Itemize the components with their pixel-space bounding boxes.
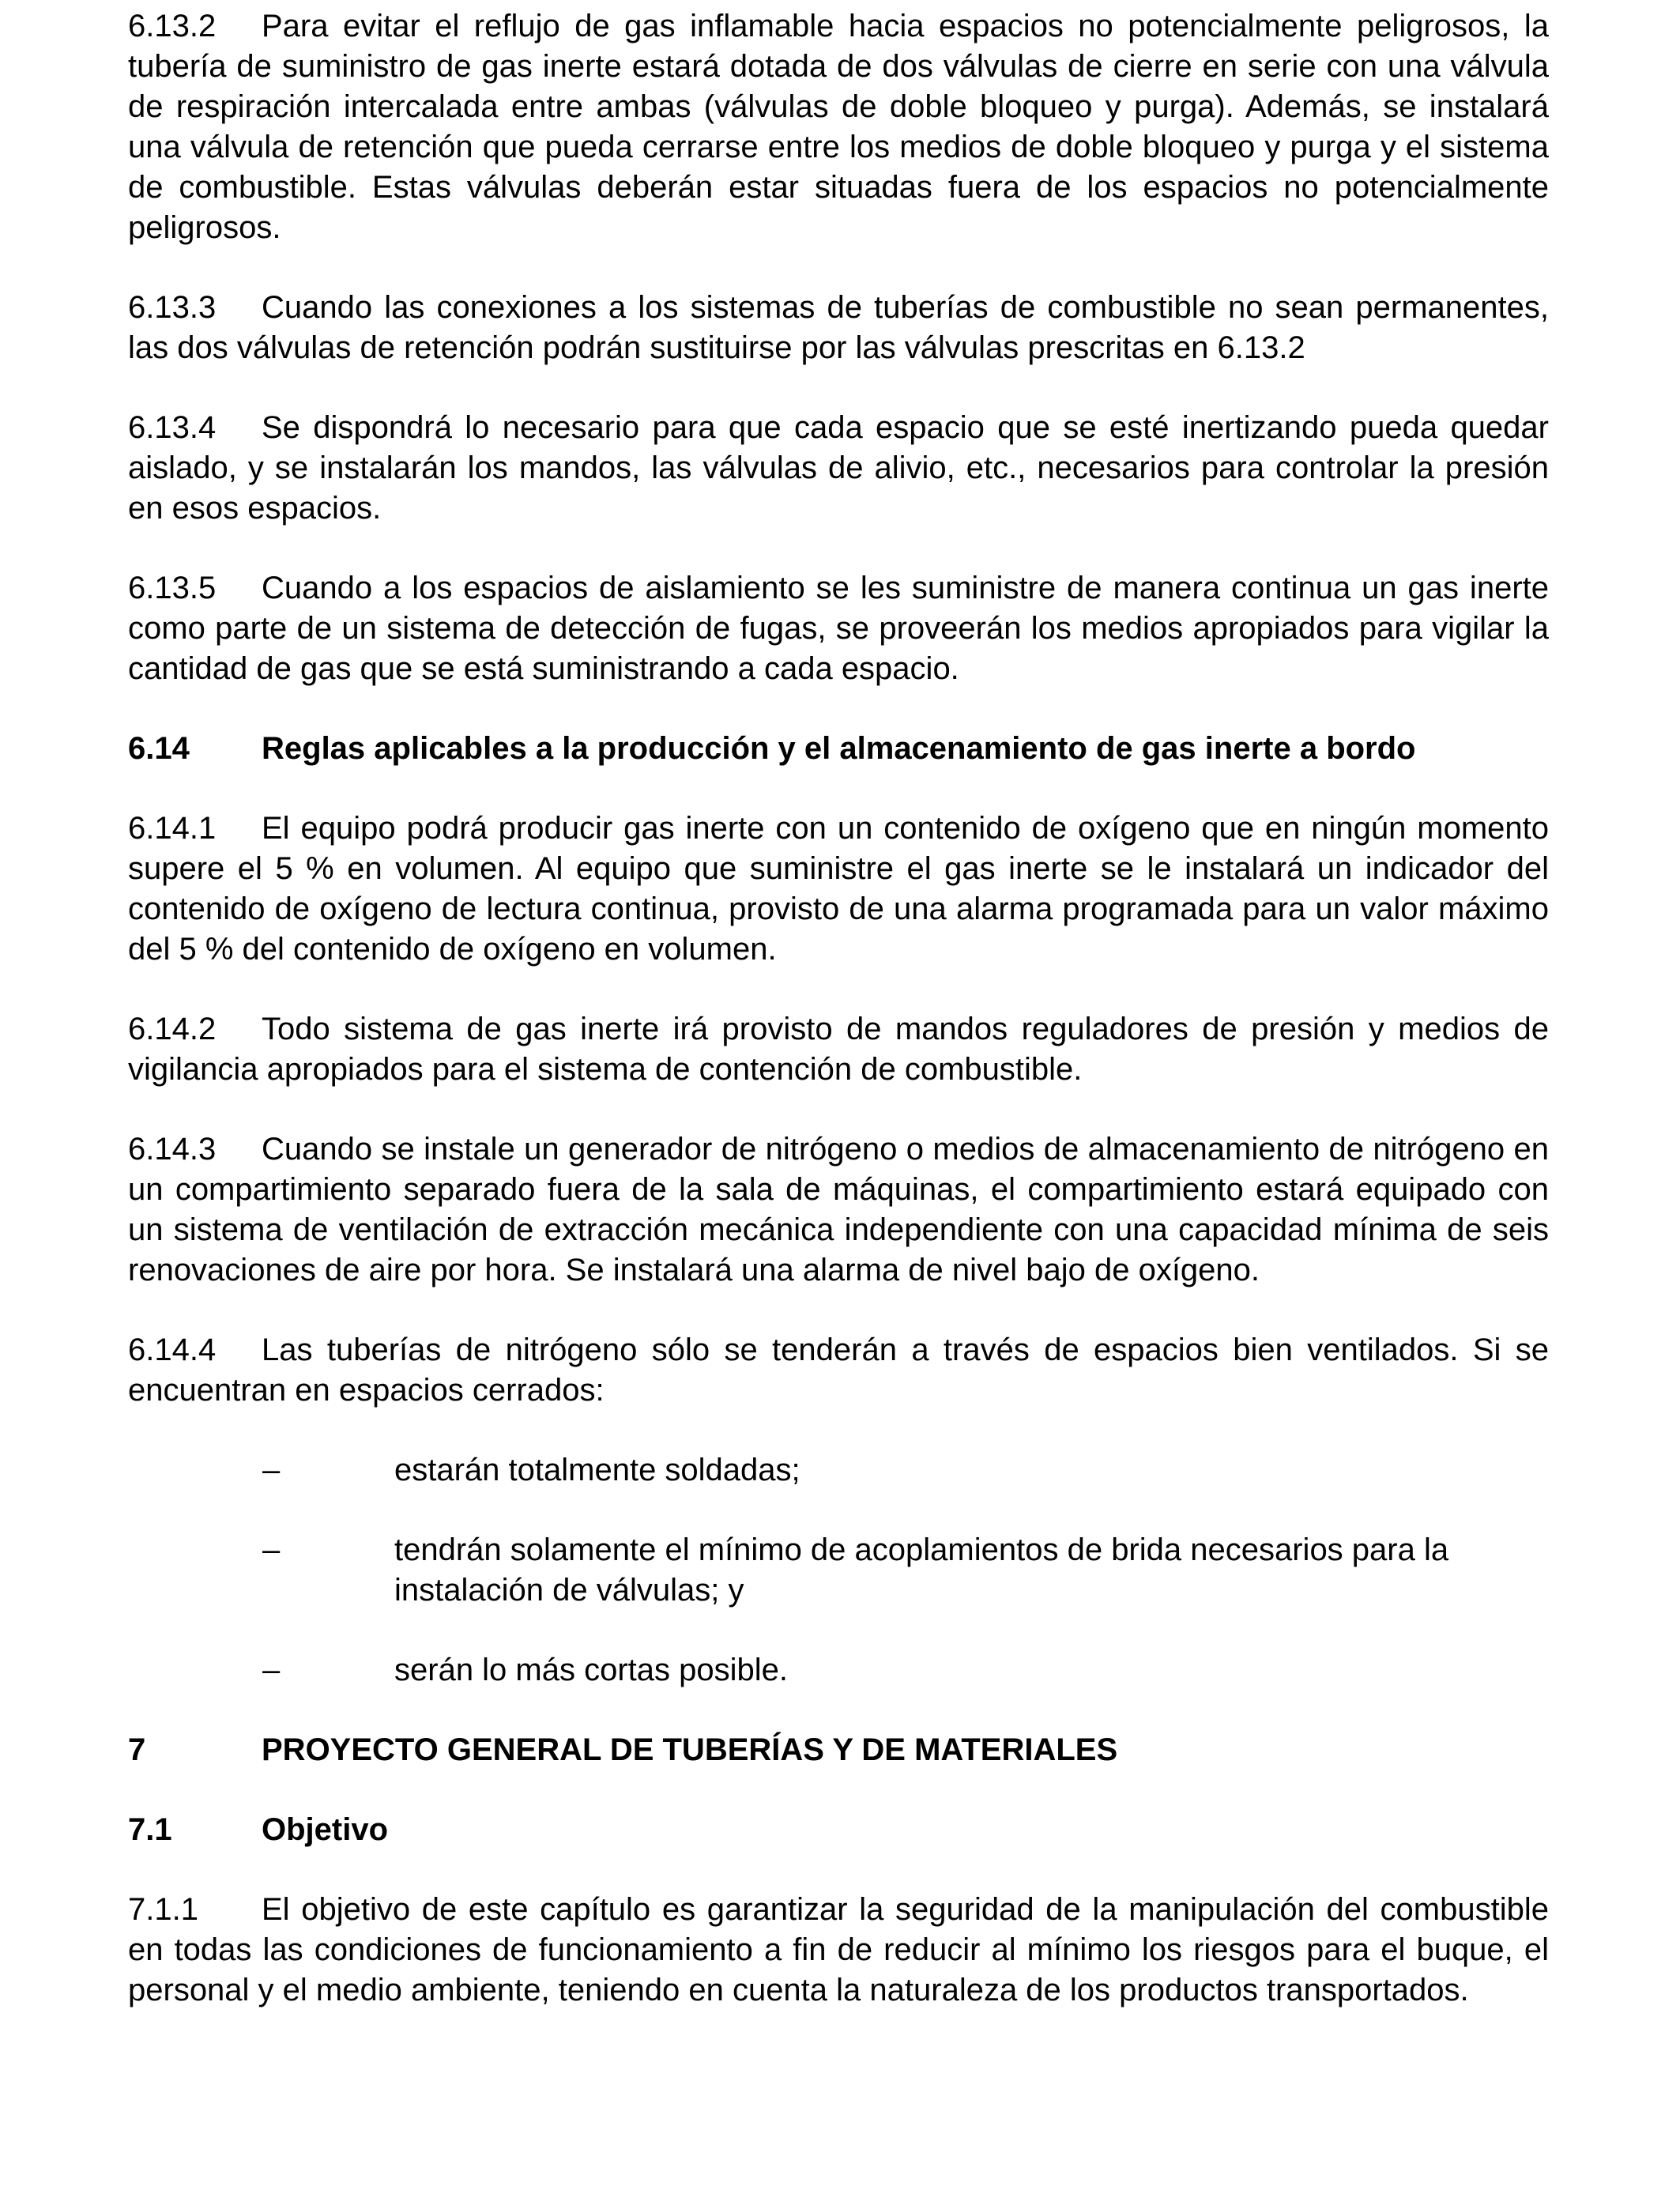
section-number: 6.14 [128,731,190,766]
document-page [128,6,1549,2050]
list-item-text: tendrán solamente el mínimo de acoplamientos de brida necesarios para la instalación de válvulas; y [394,1532,1449,1608]
paragraph-6-13-5 [128,568,1549,689]
paragraph-6-14-3 [128,1129,1549,1291]
paragraph-number: 6.14.1 [128,811,217,846]
paragraph-number: 6.13.5 [128,571,217,605]
paragraph-6-13-3 [128,288,1549,368]
section-title: Reglas aplicables a la producción y el almacenamiento de gas inerte a bordo [262,731,1416,766]
paragraph-number: 6.13.2 [128,9,217,43]
paragraph-number: 6.14.3 [128,1132,217,1167]
dash-bullet: – [262,1453,281,1487]
list-item-text: serán lo más cortas posible. [394,1653,789,1687]
paragraph-number: 6.13.4 [128,410,217,445]
paragraph-text: Se dispondrá lo necesario para que cada espacio que se esté inertizando pueda quedar aislado, y se instalarán los mandos, las válvulas de alivio, etc., necesarios para controlar la presión en esos espacios. [128,410,1549,526]
dash-bullet: – [262,1532,281,1567]
paragraph-text: Todo sistema de gas inerte irá provisto de mandos reguladores de presión y medios de vigilancia apropiados para el sistema de contención de combustible. [128,1012,1549,1087]
list-item [128,1650,1549,1691]
list-item [128,1530,1549,1611]
list-item [128,1450,1549,1491]
section-number: 7.1 [128,1812,172,1847]
paragraph-text: Cuando a los espacios de aislamiento se les suministre de manera continua un gas inerte como parte de un sistema de detección de fugas, se proveerán los medios apropiados para vigilar la cantidad de gas que se está suministrando a cada espacio. [128,571,1549,686]
paragraph-text: Para evitar el reflujo de gas inflamable hacia espacios no potencialmente peligrosos, la tubería de suministro de gas inerte estará dotada de dos válvulas de cierre en serie con una válvula de respiración intercalada entre ambas (válvulas de doble bloqueo y purga). Además, se instalará una válvula de retención que pueda cerrarse entre los medios de doble bloqueo y purga y el sistema de combustible. Estas válvulas deberán estar situadas fuera de los espacios no potencialmente peligrosos. [128,9,1549,245]
paragraph-number: 6.13.3 [128,290,217,325]
paragraph-text: Cuando se instale un generador de nitrógeno o medios de almacenamiento de nitrógeno en un compartimiento separado fuera de la sala de máquinas, el compartimiento estará equipado con un sistema de ventilación de extracción mecánica independiente con una capacidad mínima de seis renovaciones de aire por hora. Se instalará una alarma de nivel bajo de oxígeno. [128,1132,1549,1287]
paragraph-number: 6.14.2 [128,1012,217,1046]
section-heading-6-14 [128,729,1549,769]
section-heading-7-1 [128,1810,1549,1850]
paragraph-6-14-4 [128,1330,1549,1411]
section-title: Objetivo [262,1812,389,1847]
dash-bullet: – [262,1653,281,1687]
chapter-heading-7 [128,1730,1549,1770]
paragraph-number: 7.1.1 [128,1892,198,1927]
list-item-text: estarán totalmente soldadas; [394,1453,800,1487]
paragraph-6-13-2 [128,6,1549,248]
paragraph-6-13-4 [128,408,1549,529]
paragraph-text: El equipo podrá producir gas inerte con un contenido de oxígeno que en ningún momento supere el 5 % en volumen. Al equipo que suministre el gas inerte se le instalará un indicador del contenido de oxígeno de lectura continua, provisto de una alarma programada para un valor máximo del 5 % del contenido de oxígeno en volumen. [128,811,1549,967]
paragraph-text: Las tuberías de nitrógeno sólo se tenderán a través de espacios bien ventilados. Si se encuentran en espacios cerrados: [128,1333,1549,1408]
paragraph-number: 6.14.4 [128,1333,217,1367]
chapter-number: 7 [128,1732,146,1767]
paragraph-6-14-1 [128,809,1549,970]
chapter-title: PROYECTO GENERAL DE TUBERÍAS Y DE MATERIALES [262,1732,1118,1767]
paragraph-7-1-1 [128,1890,1549,2011]
paragraph-6-14-2 [128,1009,1549,1090]
paragraph-text: El objetivo de este capítulo es garantizar la seguridad de la manipulación del combustible en todas las condiciones de funcionamiento a fin de reducir al mínimo los riesgos para el buque, el personal y el medio ambiente, teniendo en cuenta la naturaleza de los productos transportados. [128,1892,1549,2007]
paragraph-text: Cuando las conexiones a los sistemas de tuberías de combustible no sean permanentes, las dos válvulas de retención podrán sustituirse por las válvulas prescritas en 6.13.2 [128,290,1549,365]
